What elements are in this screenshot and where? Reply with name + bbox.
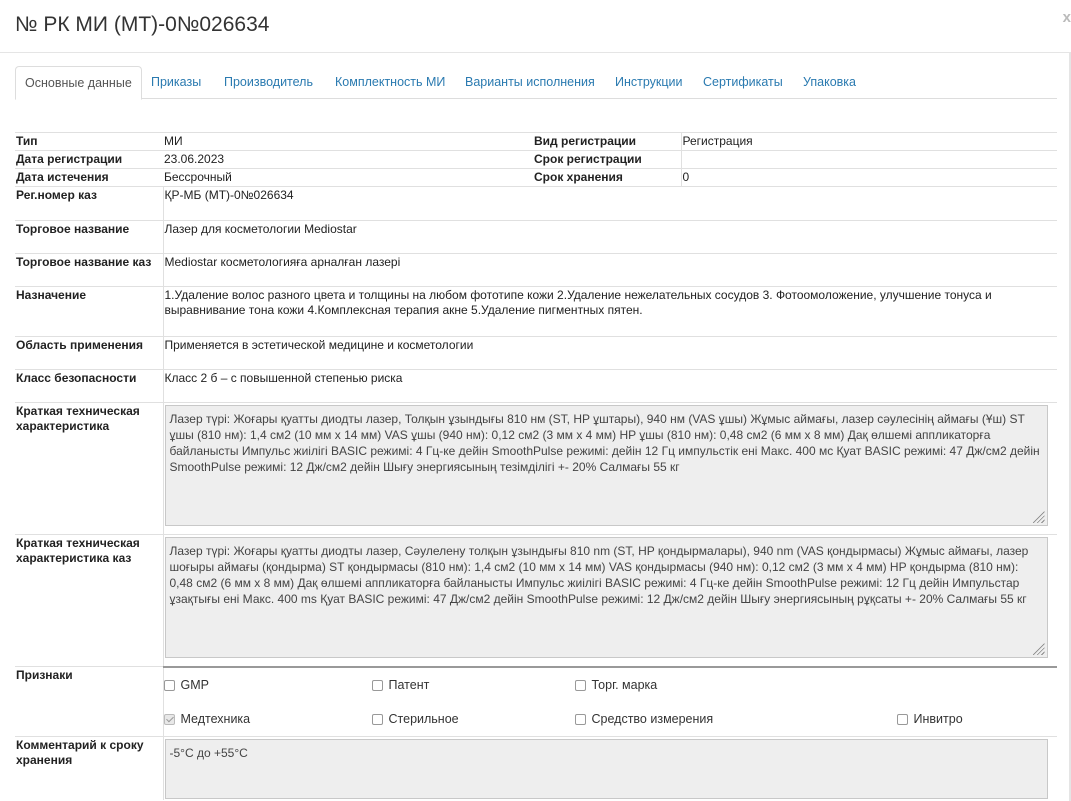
sign-trademark[interactable] — [575, 678, 658, 693]
signs-label: Признаки — [15, 667, 163, 737]
tech-textarea[interactable] — [165, 405, 1048, 526]
tech-kaz-label: Краткая техническая характеристика каз — [15, 535, 163, 667]
comment-cell — [163, 737, 1057, 801]
sign-label: Инвитро — [913, 711, 963, 726]
tech-cell — [163, 403, 1057, 535]
resize-handle-icon[interactable] — [1033, 511, 1045, 523]
sign-invitro[interactable] — [897, 712, 963, 727]
tab-completeness[interactable]: Комплектность МИ — [335, 75, 446, 89]
signs-row-1 — [164, 668, 1058, 702]
reg-date-value: 23.06.2023 — [163, 151, 533, 169]
resize-handle-icon[interactable] — [1033, 643, 1045, 655]
tab-main-data[interactable]: Основные данные — [15, 66, 142, 100]
safety-value: Класс 2 б – с повышенной степенью риска — [163, 370, 1057, 403]
sign-label: Стерильное — [388, 711, 459, 726]
regnum-kaz-value: ҚР-МБ (МТ)-0№026634 — [163, 187, 1057, 221]
checkbox[interactable] — [372, 714, 383, 725]
safety-label: Класс безопасности — [15, 370, 163, 403]
reg-term-label: Срок регистрации — [533, 151, 681, 169]
trade-name-value: Лазер для косметологии Mediostar — [163, 221, 1057, 254]
reg-kind-label: Вид регистрации — [533, 133, 681, 151]
expiry-value: Бессрочный — [163, 169, 533, 187]
sign-label: Торг. марка — [591, 677, 658, 692]
trade-name-label: Торговое название — [15, 221, 163, 254]
checkbox[interactable] — [575, 714, 586, 725]
comment-textarea[interactable] — [165, 739, 1048, 799]
scope-value: Применяется в эстетической медицине и косметологии — [163, 337, 1057, 370]
close-button[interactable]: x — [1062, 9, 1071, 26]
tab-certificates[interactable]: Сертификаты — [703, 75, 783, 89]
sign-medtech[interactable] — [164, 712, 251, 727]
checkbox-checked[interactable] — [164, 714, 175, 725]
sign-label: Средство измерения — [591, 711, 714, 726]
purpose-label: Назначение — [15, 287, 163, 337]
tech-kaz-value: Лазер түрі: Жоғары қуатты диодты лазер, Сәулелену толқын ұзындығы 810 nm (ST, HP қондырмалары), 940 nm (VAS қондырмасы) Жұмыс аймағы, лазер шоғыры аймағы (қондырма) ST қондырмасы (810 нм): 1,4 см2 (10 мм x 14 мм) VAS қондырмасы (940 нм): 0,12 см2 (3 мм x 4 мм) HP қондырма (810 нм): 0,48 см2 (6 мм x 8 мм) Дақ өлшемі аппликаторға байланысты Импульс жиілігі BASIC режимі: 4 Гц-ке дейін SmoothPulse режимі: 12 Гц дейін Импульстар ұзақтығы ені Макс. 400 ms Қуат BASIC режимі: 47 Дж/см2 дейін SmoothPulse режимі: 12 Дж/см2 дейін Шығу энергиясының рұқсаты +- 20% Салмағы 55 кг — [169, 544, 1029, 606]
reg-date-label: Дата регистрации — [15, 151, 163, 169]
trade-name-kaz-value: Mediostar косметологияға арналған лазері — [163, 254, 1057, 287]
trade-name-kaz-label: Торговое название каз — [15, 254, 163, 287]
checkbox[interactable] — [372, 680, 383, 691]
checkbox[interactable] — [575, 680, 586, 691]
reg-term-value — [681, 151, 1057, 169]
tech-kaz-textarea[interactable] — [165, 537, 1048, 658]
tab-instructions[interactable]: Инструкции — [615, 75, 683, 89]
checkbox[interactable] — [897, 714, 908, 725]
sign-label: Медтехника — [180, 711, 251, 726]
signs-row-2 — [164, 702, 1058, 736]
comment-value: -5°С до +55°С — [169, 746, 248, 760]
info-table — [15, 132, 1057, 800]
sign-patent[interactable] — [372, 678, 430, 693]
storage-label: Срок хранения — [533, 169, 681, 187]
checkbox[interactable] — [164, 680, 175, 691]
tab-manufacturer[interactable]: Производитель — [224, 75, 313, 89]
sign-label: Патент — [388, 677, 430, 692]
tab-orders[interactable]: Приказы — [151, 75, 202, 89]
modal-title: № РК МИ (МТ)-0№026634 — [15, 13, 270, 36]
sign-gmp[interactable] — [164, 678, 209, 693]
tab-bar — [15, 66, 1057, 99]
tab-packaging[interactable]: Упаковка — [803, 75, 856, 89]
sign-measuring[interactable] — [575, 712, 714, 727]
sign-sterile[interactable] — [372, 712, 459, 727]
type-value: МИ — [163, 133, 533, 151]
comment-label: Комментарий к сроку хранения — [15, 737, 163, 801]
scope-label: Область применения — [15, 337, 163, 370]
tech-label: Краткая техническая характеристика — [15, 403, 163, 535]
regnum-kaz-label: Рег.номер каз — [15, 187, 163, 221]
sign-label: GMP — [180, 677, 209, 692]
expiry-label: Дата истечения — [15, 169, 163, 187]
storage-value: 0 — [681, 169, 1057, 187]
signs-cell — [163, 667, 1057, 737]
tech-value: Лазер түрі: Жоғары қуатты диодты лазер, Толқын ұзындығы 810 нм (ST, HP ұштары), 940 нм (VAS ұшы) Жұмыс аймағы, лазер сәулесінің аймағы (Ұш) ST ұшы (810 нм): 1,4 см2 (10 мм x 14 мм) VAS ұшы (940 нм): 0,12 см2 (3 мм x 4 мм) HP ұшы (810 нм): 0,48 см2 (6 мм x 8 мм) Дақ өлшемі аппликаторға байланысты Импульс жиілігі BASIC режимі: 4 Гц-ке дейін SmoothPulse режимі: дейін 12 Гц импульстік ені Макс. 400 мс Қуат BASIC режимі: 47 Дж/см2 дейін SmoothPulse режимі: 12 Дж/см2 дейін Шығу энергиясының тезімділігі +- 20% Салмағы 55 кг — [169, 412, 1040, 474]
type-label: Тип — [15, 133, 163, 151]
purpose-value: 1.Удаление волос разного цвета и толщины на любом фототипе кожи 2.Удаление нежелательных сосудов 3. Фотоомоложение, улучшение тонуса и выравнивание тона кожи 4.Комплексная терапия акне 5.Удаление пигментных пятен. — [163, 287, 1057, 337]
modal-header — [0, 0, 1071, 53]
reg-kind-value: Регистрация — [681, 133, 1057, 151]
tech-kaz-cell — [163, 535, 1057, 667]
tab-variants[interactable]: Варианты исполнения — [465, 75, 595, 89]
